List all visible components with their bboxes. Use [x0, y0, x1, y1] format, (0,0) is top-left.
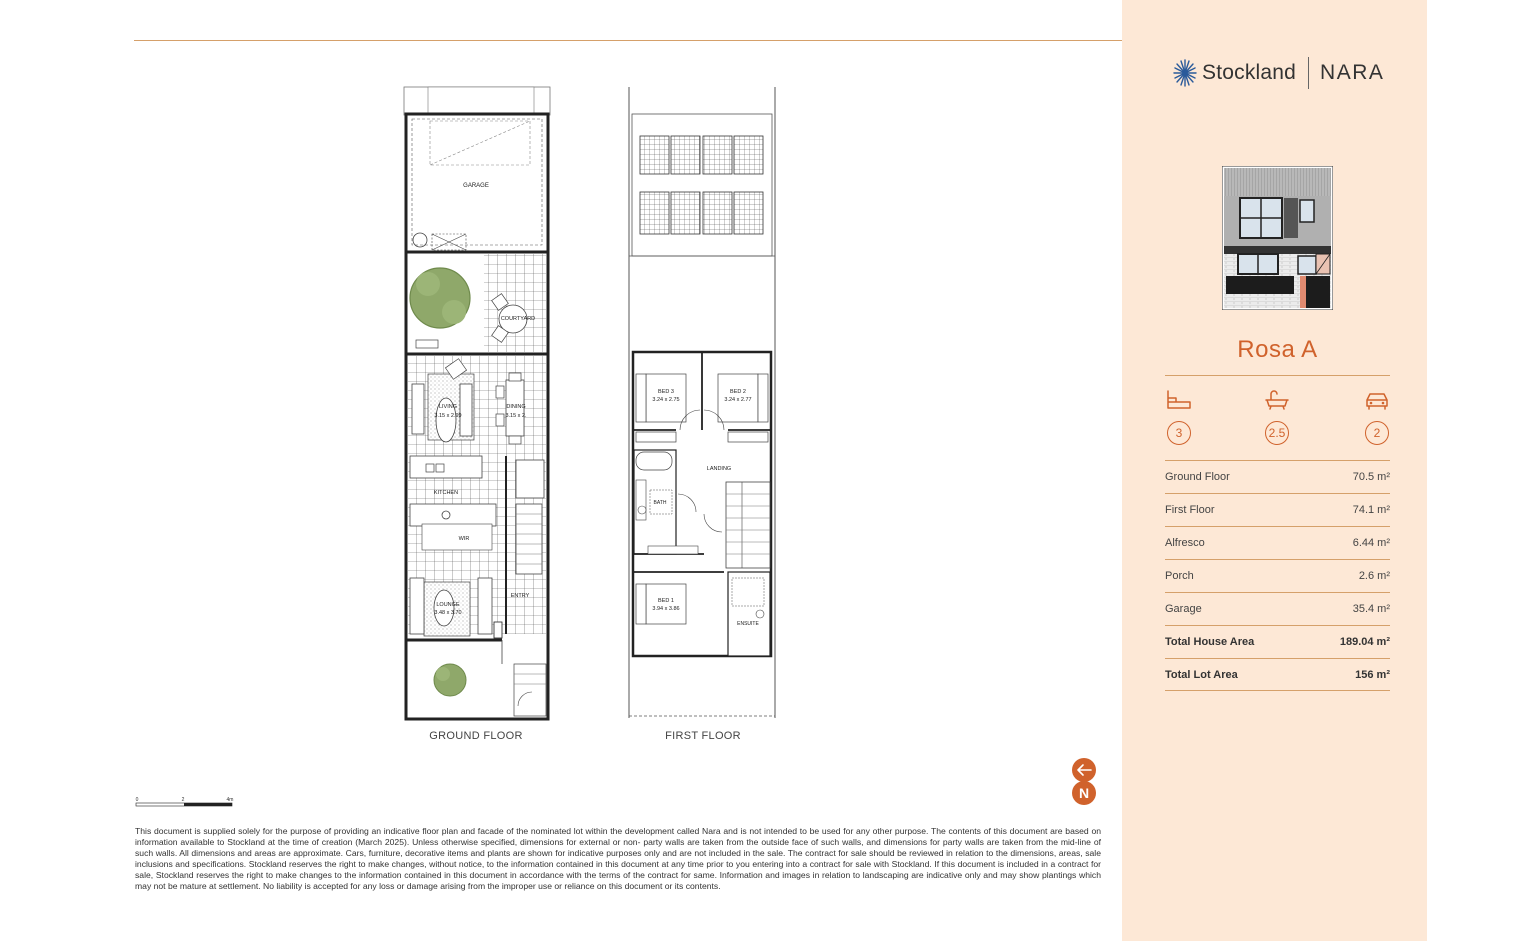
area-value: 156 m² [1355, 668, 1390, 681]
scale-label-2: 2 [181, 797, 185, 803]
facade-illustration [1222, 166, 1333, 310]
bathrooms-count: 2.5 [1265, 421, 1289, 445]
bed-icon [1165, 388, 1193, 412]
area-label: Garage [1165, 603, 1202, 615]
room-label-wir: WIR [458, 536, 470, 542]
car-spaces-count: 2 [1365, 421, 1389, 445]
ground-floor-plan [398, 84, 558, 724]
brand-name: Stockland [1202, 61, 1297, 84]
room-label-kitchen: KITCHEN [433, 490, 459, 496]
room-label-bath: BATH [653, 500, 667, 506]
room-label-courtyard: COURTYARD [500, 316, 536, 322]
room-dims-bed1: 3.94 x 3.86 [652, 606, 680, 612]
area-label: Total Lot Area [1165, 668, 1238, 681]
area-row-total-lot [1165, 658, 1390, 691]
home-design-title: Rosa A [1237, 336, 1318, 363]
room-label-landing: LANDING [706, 466, 732, 472]
room-dims-lounge: 3.48 x 3.70 [434, 610, 462, 616]
room-dims-bed2: 3.24 x 2.77 [724, 397, 752, 403]
feature-car-spaces [1362, 388, 1392, 445]
room-label-living: LIVING [438, 404, 458, 410]
area-value: 2.6 m² [1358, 570, 1390, 582]
brand-header [1172, 56, 1384, 90]
area-value: 70.5 m² [1352, 471, 1390, 483]
area-schedule [1165, 460, 1390, 691]
room-label-ensuite: ENSUITE [737, 621, 759, 627]
room-dims-dining: 3.15 x 2. [505, 413, 527, 419]
area-label: First Floor [1165, 504, 1215, 516]
feature-bathrooms [1262, 388, 1292, 445]
disclaimer-text: This document is supplied solely for the purpose of providing an indicative floor plan and facade of the nominated lot within the development called Nara and is not intended to be used for any other purpose. The contents of this document are based on information available to Stockland at the time of creation (March 2025). Unless otherwise specified, dimensions for external or non- party walls are taken from the outside face of such walls, and dimensions for party walls are taken from the mid-line of such walls. All dimensions and areas are approximate. Cars, furniture, decorative items and plants are shown for indicative purposes only and are not included in the sale. The contract for sale should be reviewed in relation to the dimensions, areas, sale inclusions and specifications. Stockland reserves the right to make changes, without notice, to the information contained in this document at any time prior to you entering into a contract for sale with Stockland. If this document is included in a contract for sale, Stockland reserves the right to make changes to the information contained in this document in accordance with the terms of the contract for same. Information and images in relation to landscaping are indicative only and may show plantings which may not be mature at settlement. No liability is accepted for any loss or damage arising from the improper use or reliance on this document or its contents. [135, 826, 1101, 891]
area-row-porch [1165, 559, 1390, 592]
room-dims-living: 3.15 x 2.99 [434, 413, 462, 419]
room-label-bed1: BED 1 [658, 598, 674, 604]
area-row-garage [1165, 592, 1390, 625]
area-row-first-floor [1165, 493, 1390, 526]
development-name: NARA [1320, 61, 1385, 84]
first-floor-caption: FIRST FLOOR [665, 730, 741, 742]
area-label: Ground Floor [1165, 471, 1230, 483]
area-value: 35.4 m² [1352, 603, 1390, 615]
north-label: N [1078, 785, 1090, 801]
room-label-entry: ENTRY [510, 593, 530, 599]
north-arrow-icon [1067, 758, 1101, 810]
area-value: 74.1 m² [1352, 504, 1390, 516]
bedrooms-count: 3 [1167, 421, 1191, 445]
stockland-logo-icon [1172, 56, 1198, 90]
room-label-lounge: LOUNGE [436, 602, 460, 608]
area-row-ground-floor [1165, 460, 1390, 493]
room-label-bed2: BED 2 [730, 389, 746, 395]
first-floor-plan [624, 84, 784, 724]
area-label: Total House Area [1165, 636, 1255, 648]
feature-bedrooms [1164, 388, 1194, 445]
title-rule [1165, 375, 1390, 376]
room-label-bed3: BED 3 [658, 389, 674, 395]
room-label-garage: GARAGE [463, 183, 489, 189]
scale-bar [134, 795, 234, 809]
ground-floor-caption: GROUND FLOOR [429, 730, 523, 742]
scale-label-4: 4m [226, 797, 234, 803]
scale-label-0: 0 [135, 797, 139, 803]
area-value: 189.04 m² [1339, 636, 1390, 648]
area-label: Porch [1165, 570, 1194, 582]
bath-icon [1263, 388, 1291, 412]
room-dims-bed3: 3.24 x 2.75 [652, 397, 680, 403]
car-icon [1363, 388, 1391, 412]
area-row-alfresco [1165, 526, 1390, 559]
brand-divider [1308, 57, 1309, 89]
room-label-dining: DINING [506, 404, 526, 410]
area-value: 6.44 m² [1352, 537, 1390, 549]
area-row-total-house [1165, 625, 1390, 658]
area-label: Alfresco [1165, 537, 1205, 549]
